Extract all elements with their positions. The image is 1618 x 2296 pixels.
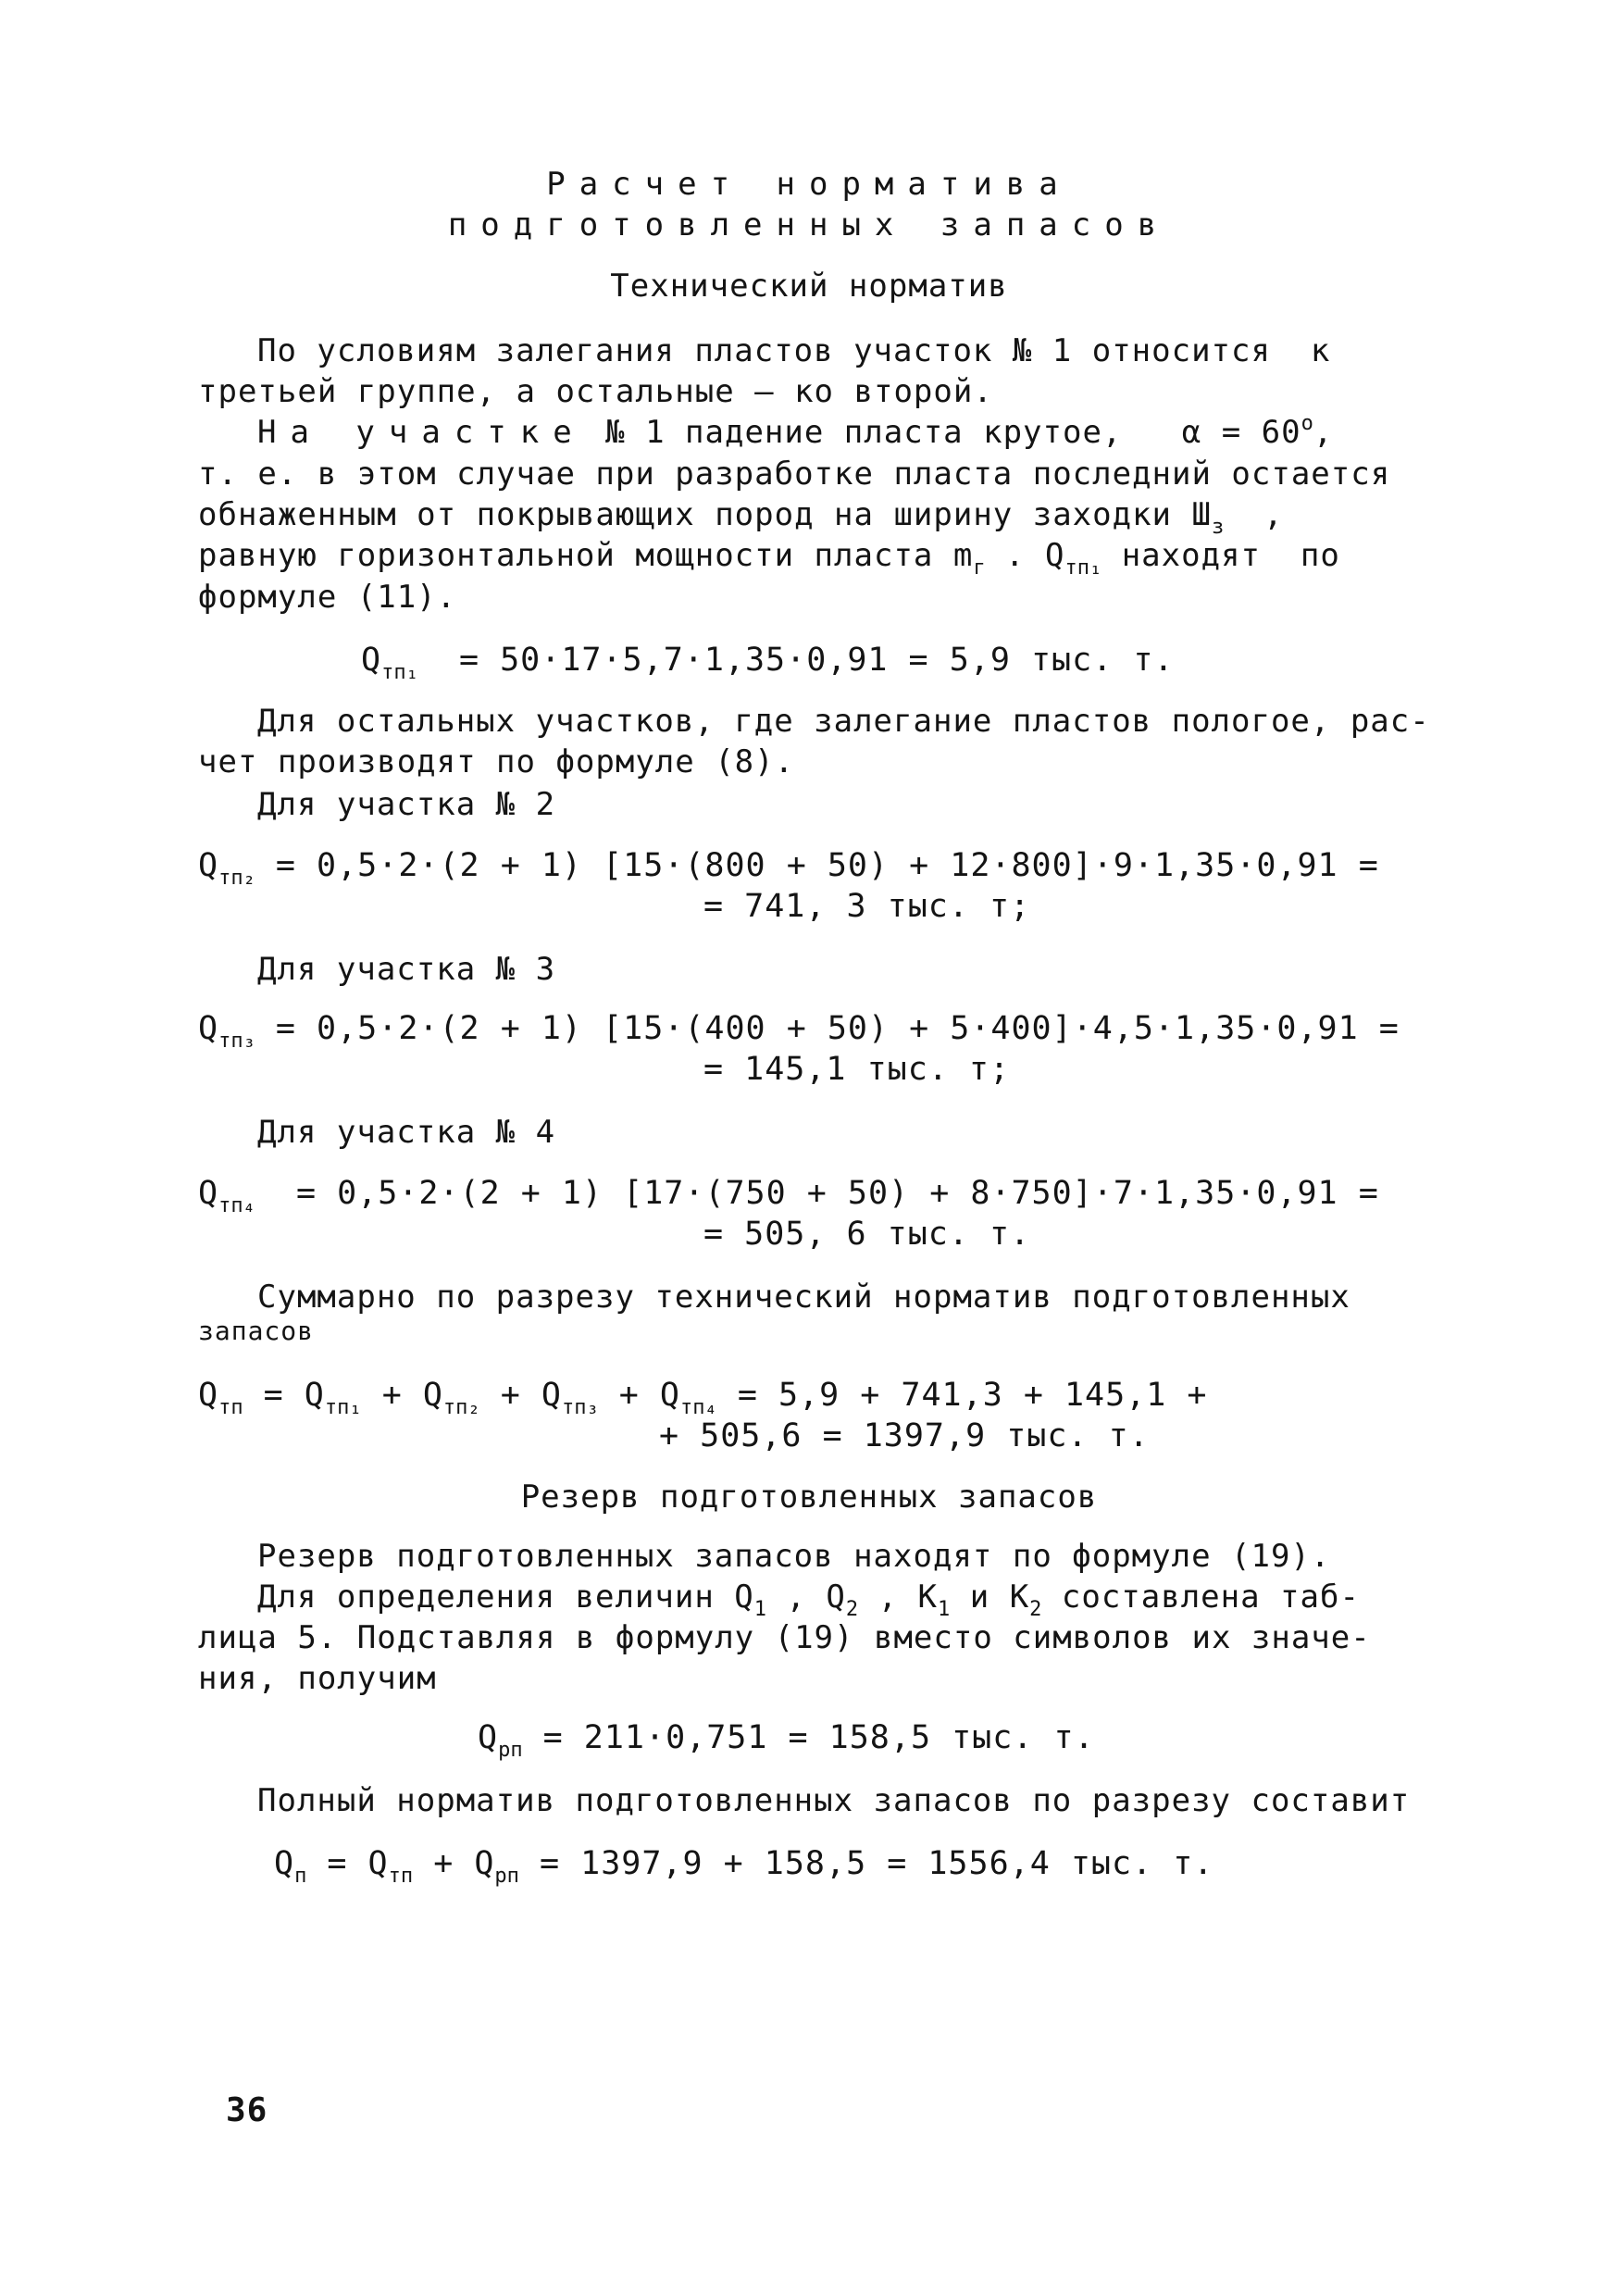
section-heading-reserve: Резерв подготовленных запасов (520, 1479, 1098, 1516)
equation-q-tp2-line-1: $Q_{тп_2} = 0,5\cdot 2\cdot(2 + 1) [15\cdot(800 + 50) + 12\cdot 800]\cdot 9\cdot 1,35\cdot 0,91$ = (198, 847, 1379, 890)
paragraph-3-line-1: Для остальных участков, где залегание пластов пологое, рас- (257, 703, 1430, 740)
paragraph-5-line-1: Резерв подготовленных запасов находят по формуле (19). (257, 1538, 1331, 1575)
equation-q-p-total: $Q_п = Q_{тп} + Q_{рп} = 1397,9 + 158,5 = 1556,4$ тыс. т. (274, 1845, 1214, 1888)
paragraph-2-line-1: На участке № 1 падение пласта крутое, $\alpha = 60^о$, (257, 412, 1334, 451)
paragraph-2-line-2: т. е. в этом случае при разработке пласта последний остается (198, 455, 1391, 493)
equation-q-tp1: $Q_{тп_1} = 50\cdot 17\cdot 5,7\cdot 1,35\cdot 0,91 = 5,9$ тыс. т. (361, 642, 1175, 684)
equation-q-tp-sum-line-2: + 505,6 = 1397,9 тыс. т. (659, 1417, 1150, 1454)
paragraph-3-line-2: чет производят по формуле (8). (198, 743, 795, 780)
equation-q-tp4-line-1: $Q_{тп_4} = 0,5\cdot 2\cdot(2 + 1) [17\cdot(750 + 50) + 8\cdot 750]\cdot 7\cdot 1,35\cdot 0,91$ = (198, 1175, 1379, 1217)
page-number: 36 (226, 2091, 268, 2129)
paragraph-6: Полный норматив подготовленных запасов по разрезу составит (257, 1782, 1411, 1819)
paragraph-4-line-2: запасов (198, 1316, 315, 1346)
paragraph-2-line-4: равную горизонтальной мощности пласта $m_г$ . $Q_{тп_1}$ находят по (198, 537, 1340, 580)
paragraph-2-line-5: формуле (11). (198, 579, 457, 616)
section-heading-technical: Технический норматив (610, 268, 1008, 305)
equation-q-tp3-line-1: $Q_{тп_3} = 0,5\cdot 2\cdot(2 + 1) [15\cdot(400 + 50) + 5\cdot 400]\cdot 4,5\cdot 1,35\cdot 0,91$ = (198, 1010, 1400, 1053)
title-line-2: подготовленных запасов (447, 206, 1171, 243)
equation-q-tp-sum-line-1: $Q_{тп} = Q_{тп_1} + Q_{тп_2} + Q_{тп_3} + Q_{тп_4} = 5,9 + 741,3 + 145,1$ + (198, 1377, 1208, 1419)
paragraph-1-line-2: третьей группе, а остальные – ко второй. (198, 373, 993, 410)
equation-q-rp: $Q_{рп} = 211\cdot 0,751 = 158,5$ тыс. т. (478, 1719, 1095, 1762)
equation-q-tp3-line-2: = 145,1 тыс. т; (703, 1051, 1011, 1088)
paragraph-5-line-4: ния, получим (198, 1660, 437, 1697)
section-4-label: Для участка № 4 (257, 1114, 556, 1151)
paragraph-1-line-1: По условиям залегания пластов участок № 1 относится к (257, 332, 1331, 369)
paragraph-5-line-2: Для определения величин $Q_1$ , $Q_2$ , $K_1$ и $K_2$ составлена таб- (257, 1578, 1360, 1621)
equation-q-tp2-line-2: = 741, 3 тыс. т; (703, 888, 1031, 925)
paragraph-4-line-1: Суммарно по разрезу технический норматив подготовленных (257, 1279, 1350, 1316)
paragraph-5-line-3: лица 5. Подставляя в формулу (19) вместо символов их значе- (198, 1619, 1371, 1656)
title-line-1: Расчет норматива (546, 166, 1072, 203)
section-3-label: Для участка № 3 (257, 951, 556, 988)
section-2-label: Для участка № 2 (257, 786, 556, 823)
paragraph-2-line-3: обнаженным от покрывающих пород на ширину заходки $Ш_з$ , (198, 496, 1284, 539)
equation-q-tp4-line-2: = 505, 6 тыс. т. (703, 1216, 1031, 1253)
